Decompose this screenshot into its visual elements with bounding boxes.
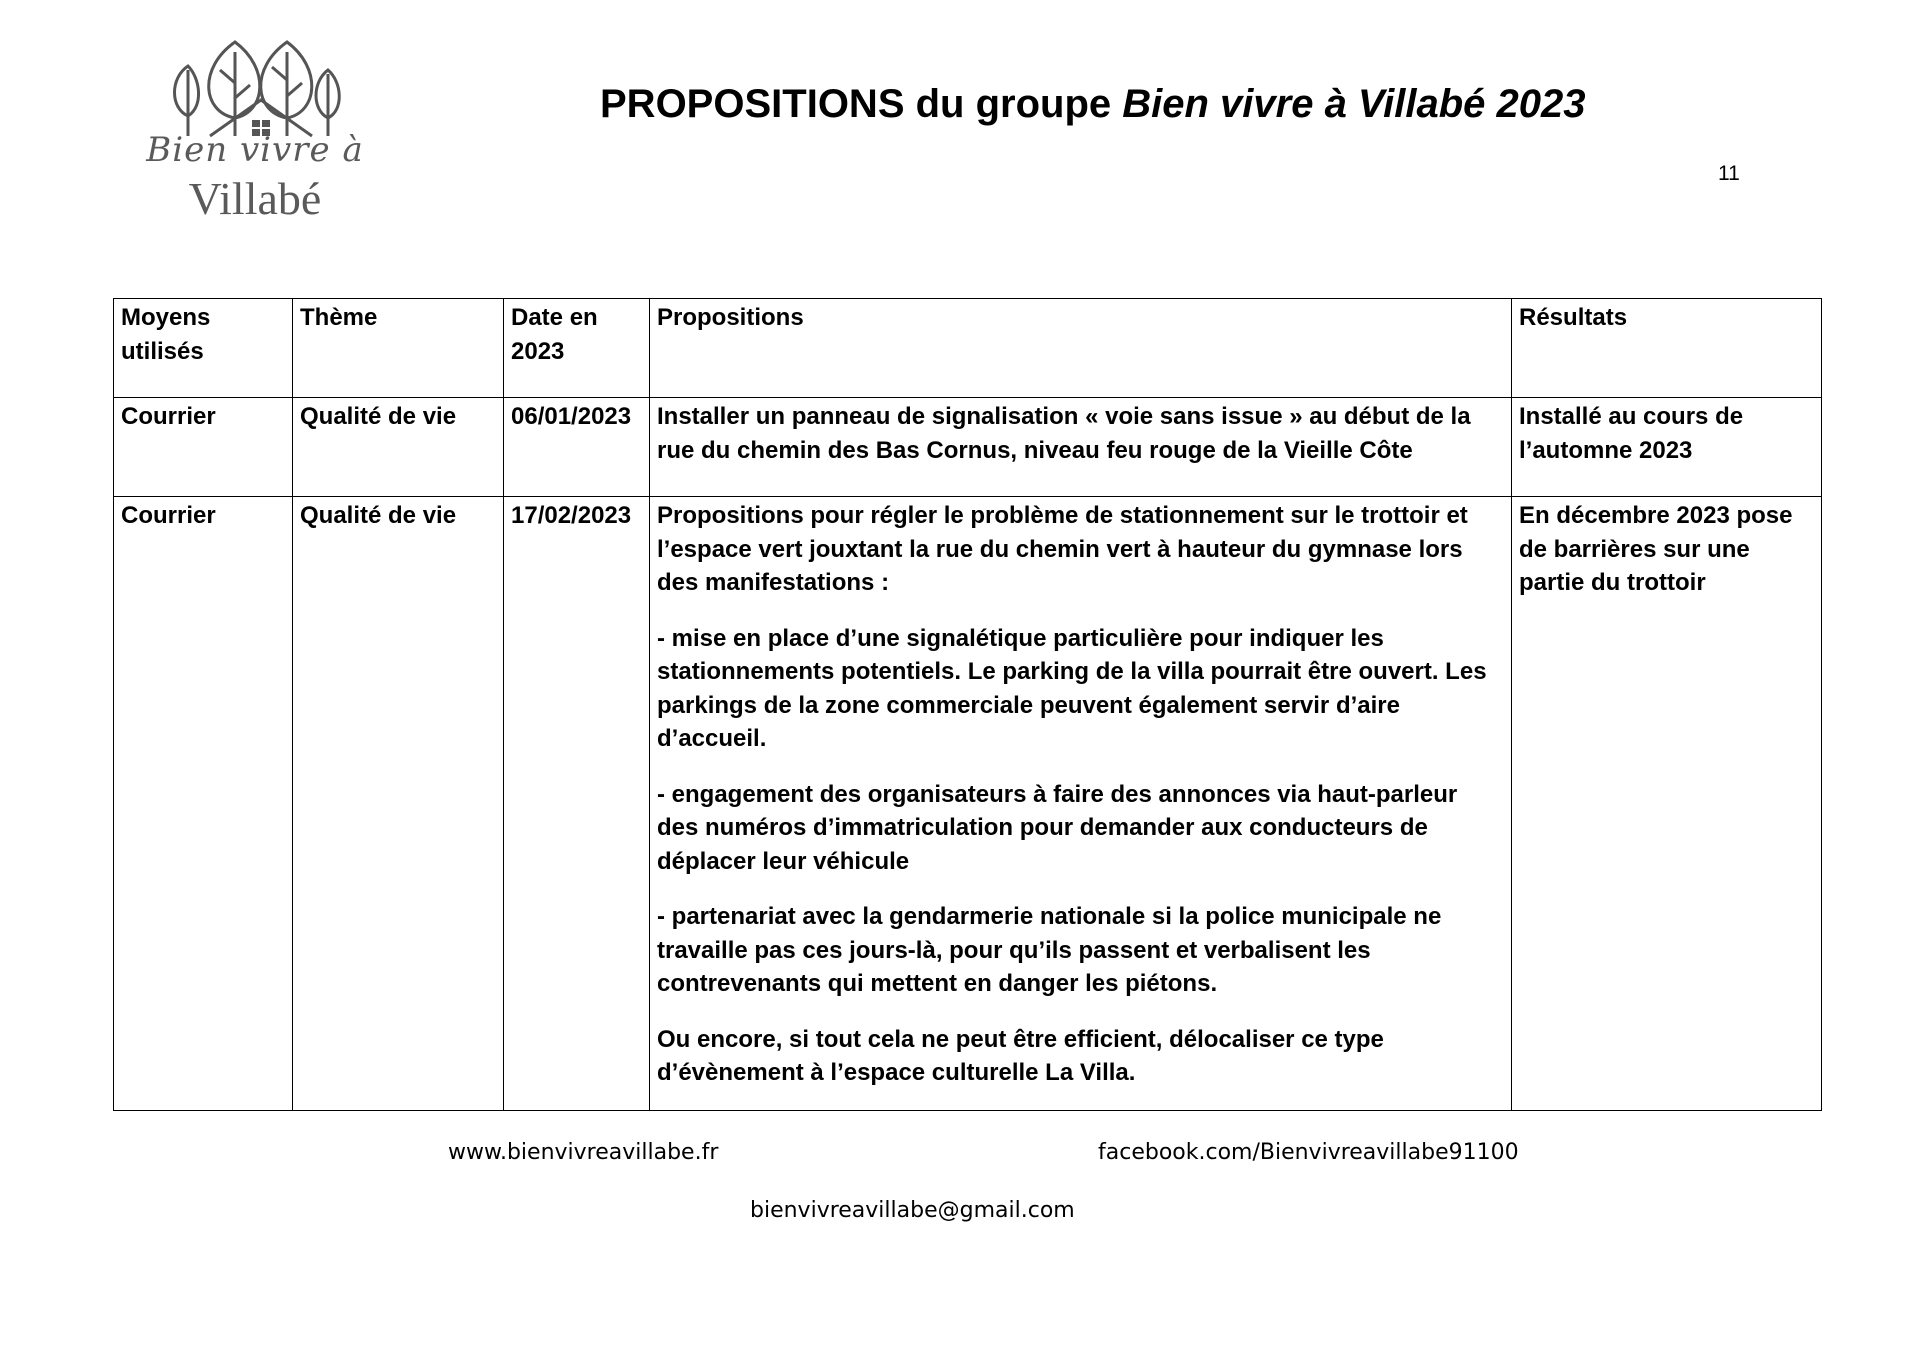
- cell-date: 06/01/2023: [504, 398, 650, 497]
- footer-email-link[interactable]: bienvivreavillabe@gmail.com: [750, 1198, 1075, 1223]
- proposition-paragraph: Installer un panneau de signalisation « voie sans issue » au début de la rue du chemin des Bas Cornus, niveau feu rouge de la Vieille Côte: [657, 403, 1471, 464]
- proposition-paragraph: Propositions pour régler le problème de stationnement sur le trottoir et l’espace vert jouxtant la rue du chemin vert à hauteur du gymnase lors des manifestations :: [657, 502, 1468, 596]
- table-row: [114, 497, 1822, 1111]
- title-group-name: Bien vivre à Villabé 2023: [1122, 82, 1586, 126]
- header-theme: Thème: [293, 299, 504, 398]
- logo-text-line2: Villabé: [188, 173, 322, 224]
- table-row: [114, 398, 1822, 497]
- cell-theme: Qualité de vie: [293, 497, 504, 1111]
- header-date: Date en 2023: [504, 299, 650, 398]
- header-moyens: Moyens utilisés: [114, 299, 293, 398]
- trees-house-icon: [140, 38, 370, 138]
- proposition-paragraph: - engagement des organisateurs à faire des annonces via haut-parleur des numéros d’immatriculation pour demander aux conducteurs de déplacer leur véhicule: [657, 780, 1458, 875]
- cell-resultats: En décembre 2023 pose de barrières sur une partie du trottoir: [1512, 497, 1822, 1111]
- proposition-paragraph: Ou encore, si tout cela ne peut être efficient, délocaliser ce type d’évènement à l’espace culturelle La Villa.: [657, 1025, 1384, 1086]
- cell-moyens: Courrier: [114, 398, 293, 497]
- footer-website-link[interactable]: www.bienvivreavillabe.fr: [448, 1140, 719, 1165]
- page-title: [600, 82, 1630, 127]
- logo-text-line1: Bien vivre à: [146, 130, 364, 170]
- cell-resultats: Installé au cours de l’automne 2023: [1512, 398, 1822, 497]
- propositions-table: [113, 298, 1822, 1111]
- footer-facebook-link[interactable]: facebook.com/Bienvivreavillabe91100: [1098, 1140, 1519, 1165]
- cell-theme: Qualité de vie: [293, 398, 504, 497]
- cell-propositions: [650, 497, 1512, 1111]
- logo: [140, 38, 370, 233]
- page-number: 11: [1718, 162, 1740, 185]
- proposition-paragraph: - partenariat avec la gendarmerie nationale si la police municipale ne travaille pas ces jours-là, pour qu’ils passent et verbalisent les contrevenants qui mettent en danger les piétons.: [657, 903, 1442, 997]
- cell-moyens: Courrier: [114, 497, 293, 1111]
- cell-date: 17/02/2023: [504, 497, 650, 1111]
- header-propositions: Propositions: [650, 299, 1512, 398]
- table-header-row: [114, 299, 1822, 398]
- header-resultats: Résultats: [1512, 299, 1822, 398]
- title-prefix: PROPOSITIONS du groupe: [600, 82, 1123, 126]
- cell-propositions: [650, 398, 1512, 497]
- proposition-paragraph: - mise en place d’une signalétique particulière pour indiquer les stationnements potentiels. Le parking de la villa pourrait être ouvert. Les parkings de la zone commerciale peuvent également servir d’aire d’accueil.: [657, 624, 1487, 752]
